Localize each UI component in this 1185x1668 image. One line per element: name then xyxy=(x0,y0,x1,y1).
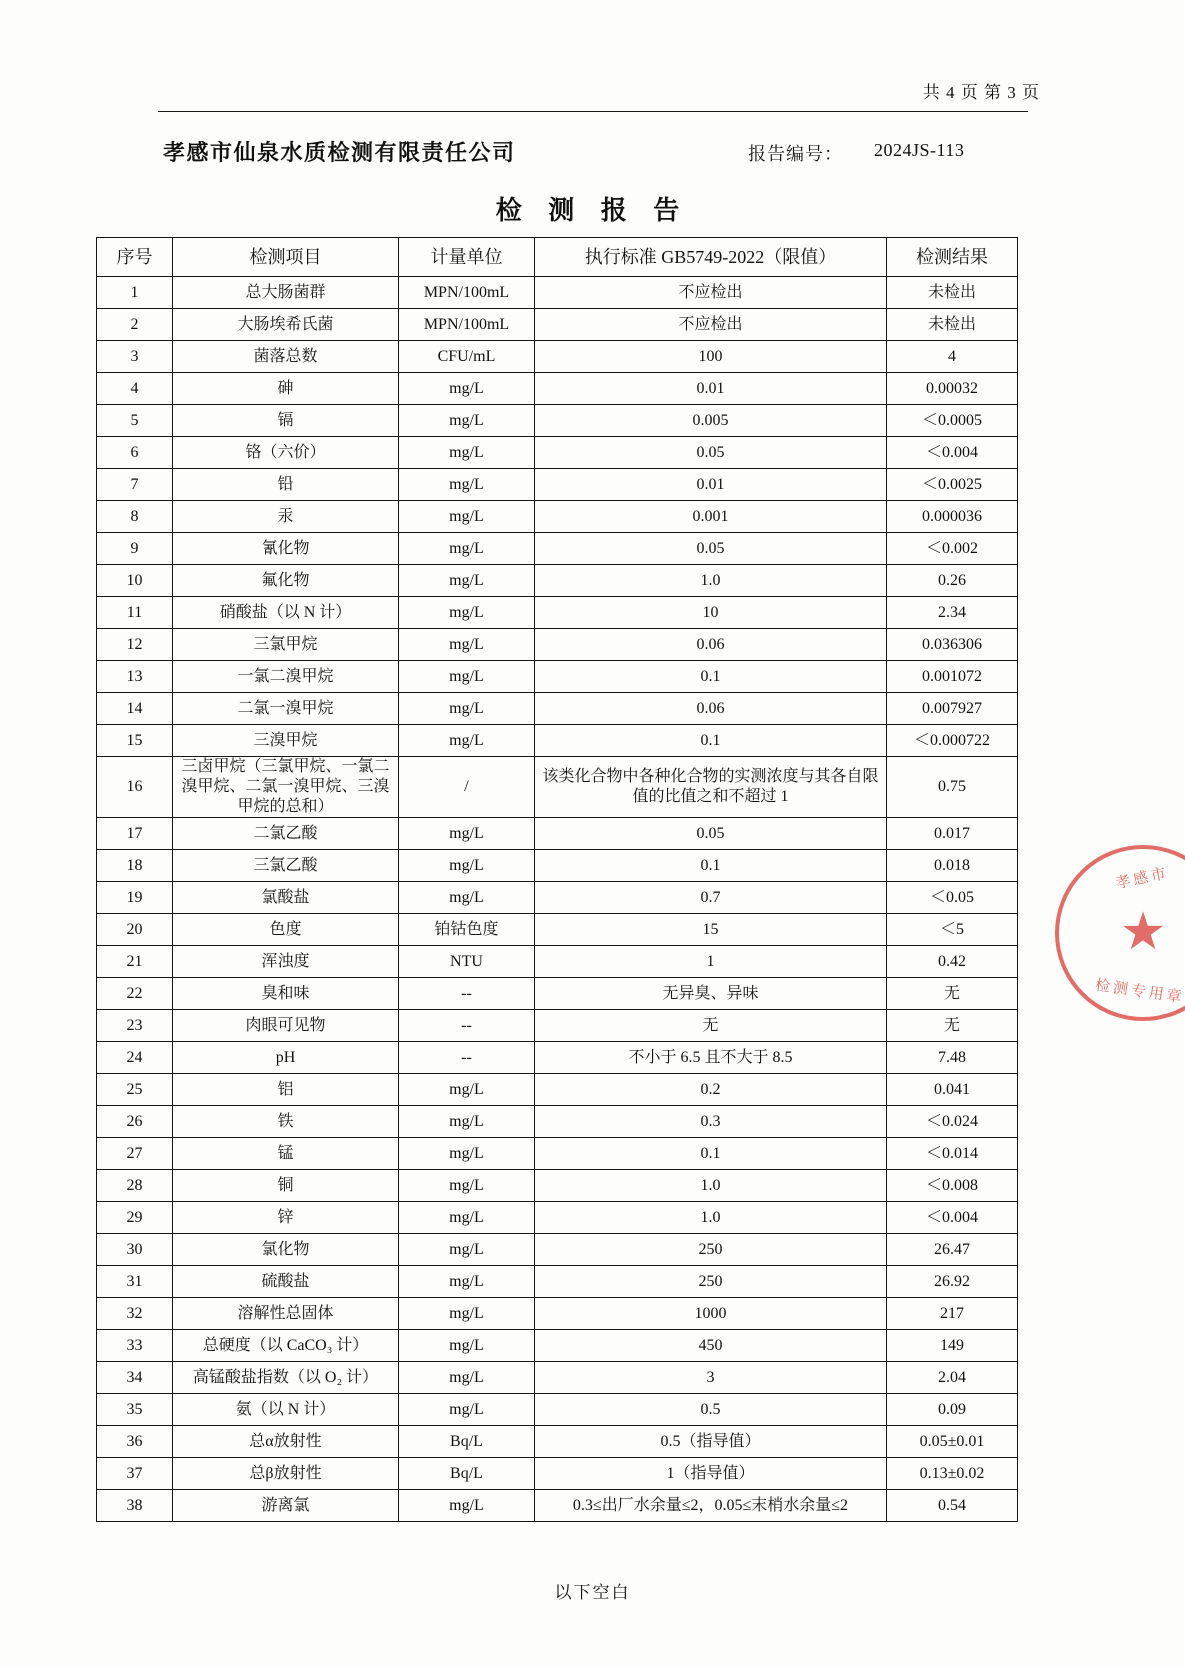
table-row xyxy=(97,1170,1018,1202)
column-header-unit: 计量单位 xyxy=(399,238,535,277)
cell-result: 0.000036 xyxy=(887,501,1018,533)
table-row xyxy=(97,725,1018,757)
cell-no: 4 xyxy=(97,373,173,405)
cell-result: 0.26 xyxy=(887,565,1018,597)
cell-item: 镉 xyxy=(173,405,399,437)
cell-result: 0.017 xyxy=(887,818,1018,850)
cell-unit: mg/L xyxy=(399,597,535,629)
cell-unit: 铂钴色度 xyxy=(399,914,535,946)
table-row xyxy=(97,661,1018,693)
cell-result: ＜0.024 xyxy=(887,1106,1018,1138)
cell-standard: 0.01 xyxy=(535,469,887,501)
cell-item: 大肠埃希氏菌 xyxy=(173,309,399,341)
cell-result: ＜0.05 xyxy=(887,882,1018,914)
table-row xyxy=(97,1234,1018,1266)
cell-unit: mg/L xyxy=(399,1202,535,1234)
cell-unit: mg/L xyxy=(399,1138,535,1170)
cell-unit: mg/L xyxy=(399,1106,535,1138)
cell-no: 32 xyxy=(97,1298,173,1330)
cell-item: 锌 xyxy=(173,1202,399,1234)
cell-item: 氨（以 N 计） xyxy=(173,1394,399,1426)
cell-standard: 10 xyxy=(535,597,887,629)
table-row xyxy=(97,1074,1018,1106)
cell-unit: -- xyxy=(399,978,535,1010)
cell-result: 4 xyxy=(887,341,1018,373)
cell-no: 27 xyxy=(97,1138,173,1170)
cell-no: 10 xyxy=(97,565,173,597)
cell-unit: CFU/mL xyxy=(399,341,535,373)
cell-unit: mg/L xyxy=(399,437,535,469)
cell-no: 36 xyxy=(97,1426,173,1458)
table-row xyxy=(97,309,1018,341)
cell-item: 二氯乙酸 xyxy=(173,818,399,850)
cell-standard: 1.0 xyxy=(535,565,887,597)
cell-unit: mg/L xyxy=(399,629,535,661)
cell-standard: 1（指导值） xyxy=(535,1458,887,1490)
header-divider xyxy=(158,111,1028,112)
table-row xyxy=(97,693,1018,725)
table-row xyxy=(97,437,1018,469)
cell-standard: 该类化合物中各种化合物的实测浓度与其各自限值的比值之和不超过 1 xyxy=(535,757,887,818)
table-row xyxy=(97,1490,1018,1522)
cell-result: 无 xyxy=(887,1010,1018,1042)
cell-standard: 15 xyxy=(535,914,887,946)
cell-no: 16 xyxy=(97,757,173,818)
cell-item: 三氯乙酸 xyxy=(173,850,399,882)
cell-unit: mg/L xyxy=(399,850,535,882)
table-row xyxy=(97,914,1018,946)
table-header-row xyxy=(97,238,1018,277)
cell-no: 25 xyxy=(97,1074,173,1106)
cell-unit: mg/L xyxy=(399,1074,535,1106)
table-row xyxy=(97,341,1018,373)
cell-unit: mg/L xyxy=(399,565,535,597)
cell-item: 色度 xyxy=(173,914,399,946)
cell-result: ＜0.004 xyxy=(887,437,1018,469)
cell-result: 0.00032 xyxy=(887,373,1018,405)
cell-result: 0.42 xyxy=(887,946,1018,978)
cell-standard: 0.05 xyxy=(535,818,887,850)
table-row xyxy=(97,1298,1018,1330)
cell-result: 26.92 xyxy=(887,1266,1018,1298)
cell-unit: mg/L xyxy=(399,1490,535,1522)
cell-standard: 0.5（指导值） xyxy=(535,1426,887,1458)
table-row xyxy=(97,946,1018,978)
cell-standard: 0.1 xyxy=(535,725,887,757)
cell-no: 17 xyxy=(97,818,173,850)
cell-item: 三卤甲烷（三氯甲烷、一氯二溴甲烷、二氯一溴甲烷、三溴甲烷的总和） xyxy=(173,757,399,818)
column-header-standard: 执行标准 GB5749-2022（限值） xyxy=(535,238,887,277)
table-row xyxy=(97,1106,1018,1138)
company-name: 孝感市仙泉水质检测有限责任公司 xyxy=(163,140,516,165)
cell-no: 26 xyxy=(97,1106,173,1138)
table-body xyxy=(97,277,1018,1522)
table-row xyxy=(97,757,1018,818)
cell-unit: mg/L xyxy=(399,693,535,725)
cell-no: 15 xyxy=(97,725,173,757)
report-number-value: 2024JS-113 xyxy=(874,140,965,160)
cell-unit: mg/L xyxy=(399,1330,535,1362)
cell-result: 0.54 xyxy=(887,1490,1018,1522)
cell-standard: 100 xyxy=(535,341,887,373)
cell-result: 7.48 xyxy=(887,1042,1018,1074)
cell-standard: 无异臭、异味 xyxy=(535,978,887,1010)
cell-result: 2.34 xyxy=(887,597,1018,629)
cell-standard: 不应检出 xyxy=(535,309,887,341)
table-row xyxy=(97,1394,1018,1426)
table-row xyxy=(97,850,1018,882)
cell-unit: mg/L xyxy=(399,1266,535,1298)
cell-unit: mg/L xyxy=(399,661,535,693)
cell-no: 3 xyxy=(97,341,173,373)
cell-standard: 0.05 xyxy=(535,437,887,469)
cell-standard: 1.0 xyxy=(535,1202,887,1234)
cell-result: ＜0.004 xyxy=(887,1202,1018,1234)
cell-result: 0.041 xyxy=(887,1074,1018,1106)
cell-unit: mg/L xyxy=(399,1170,535,1202)
cell-item: 氯化物 xyxy=(173,1234,399,1266)
cell-no: 18 xyxy=(97,850,173,882)
cell-result: 2.04 xyxy=(887,1362,1018,1394)
cell-result: 217 xyxy=(887,1298,1018,1330)
cell-standard: 0.2 xyxy=(535,1074,887,1106)
cell-no: 14 xyxy=(97,693,173,725)
cell-result: 0.75 xyxy=(887,757,1018,818)
cell-no: 20 xyxy=(97,914,173,946)
cell-item: 臭和味 xyxy=(173,978,399,1010)
cell-result: 26.47 xyxy=(887,1234,1018,1266)
cell-item: 总β放射性 xyxy=(173,1458,399,1490)
cell-unit: mg/L xyxy=(399,405,535,437)
cell-item: 汞 xyxy=(173,501,399,533)
cell-unit: MPN/100mL xyxy=(399,309,535,341)
seal-top-text: 孝感市 xyxy=(1114,865,1171,893)
cell-unit: mg/L xyxy=(399,1394,535,1426)
cell-standard: 1 xyxy=(535,946,887,978)
cell-item: 铅 xyxy=(173,469,399,501)
cell-standard: 0.5 xyxy=(535,1394,887,1426)
cell-standard: 0.01 xyxy=(535,373,887,405)
cell-item: 菌落总数 xyxy=(173,341,399,373)
seal-bottom-text: 检测专用章 xyxy=(1094,977,1185,1007)
cell-standard: 不小于 6.5 且不大于 8.5 xyxy=(535,1042,887,1074)
cell-result: ＜0.008 xyxy=(887,1170,1018,1202)
cell-no: 31 xyxy=(97,1266,173,1298)
cell-unit: mg/L xyxy=(399,1362,535,1394)
cell-unit: mg/L xyxy=(399,882,535,914)
cell-unit: mg/L xyxy=(399,818,535,850)
cell-no: 30 xyxy=(97,1234,173,1266)
cell-result: 149 xyxy=(887,1330,1018,1362)
cell-no: 5 xyxy=(97,405,173,437)
cell-item: 二氯一溴甲烷 xyxy=(173,693,399,725)
star-icon: ★ xyxy=(1119,904,1167,961)
cell-item: 总α放射性 xyxy=(173,1426,399,1458)
cell-standard: 无 xyxy=(535,1010,887,1042)
table-row xyxy=(97,373,1018,405)
cell-result: 0.018 xyxy=(887,850,1018,882)
cell-result: ＜0.0025 xyxy=(887,469,1018,501)
table-row xyxy=(97,469,1018,501)
cell-item: 铝 xyxy=(173,1074,399,1106)
cell-unit: mg/L xyxy=(399,533,535,565)
cell-item: 三溴甲烷 xyxy=(173,725,399,757)
cell-standard: 0.06 xyxy=(535,693,887,725)
cell-item: 肉眼可见物 xyxy=(173,1010,399,1042)
table-row xyxy=(97,882,1018,914)
cell-standard: 250 xyxy=(535,1234,887,1266)
cell-unit: mg/L xyxy=(399,469,535,501)
table-row xyxy=(97,1138,1018,1170)
cell-no: 23 xyxy=(97,1010,173,1042)
cell-item: 砷 xyxy=(173,373,399,405)
cell-standard: 250 xyxy=(535,1266,887,1298)
cell-standard: 0.05 xyxy=(535,533,887,565)
cell-item: 铬（六价） xyxy=(173,437,399,469)
cell-standard: 不应检出 xyxy=(535,277,887,309)
cell-result: 未检出 xyxy=(887,309,1018,341)
table-row xyxy=(97,501,1018,533)
results-table xyxy=(96,237,1018,1522)
cell-unit: Bq/L xyxy=(399,1426,535,1458)
cell-item: 氰化物 xyxy=(173,533,399,565)
table-row xyxy=(97,565,1018,597)
cell-item: 浑浊度 xyxy=(173,946,399,978)
cell-item: 溶解性总固体 xyxy=(173,1298,399,1330)
cell-item: 高锰酸盐指数（以 O₂ 计） xyxy=(173,1362,399,1394)
table-row xyxy=(97,1330,1018,1362)
cell-unit: Bq/L xyxy=(399,1458,535,1490)
cell-no: 33 xyxy=(97,1330,173,1362)
cell-item: 总硬度（以 CaCO₃ 计） xyxy=(173,1330,399,1362)
cell-result: 0.13±0.02 xyxy=(887,1458,1018,1490)
cell-no: 37 xyxy=(97,1458,173,1490)
table-row xyxy=(97,1010,1018,1042)
cell-item: 总大肠菌群 xyxy=(173,277,399,309)
table-row xyxy=(97,1362,1018,1394)
cell-result: 0.05±0.01 xyxy=(887,1426,1018,1458)
cell-result: 0.001072 xyxy=(887,661,1018,693)
cell-standard: 0.1 xyxy=(535,850,887,882)
cell-unit: -- xyxy=(399,1042,535,1074)
table-row xyxy=(97,1426,1018,1458)
cell-result: 无 xyxy=(887,978,1018,1010)
cell-standard: 1000 xyxy=(535,1298,887,1330)
cell-item: 铜 xyxy=(173,1170,399,1202)
cell-result: 0.007927 xyxy=(887,693,1018,725)
table-row xyxy=(97,1266,1018,1298)
table-row xyxy=(97,1202,1018,1234)
table-row xyxy=(97,405,1018,437)
cell-standard: 0.1 xyxy=(535,1138,887,1170)
cell-result: 0.036306 xyxy=(887,629,1018,661)
table-row xyxy=(97,597,1018,629)
cell-item: 一氯二溴甲烷 xyxy=(173,661,399,693)
official-seal-stamp xyxy=(1055,845,1185,1021)
column-header-result: 检测结果 xyxy=(887,238,1018,277)
cell-unit: / xyxy=(399,757,535,818)
cell-no: 2 xyxy=(97,309,173,341)
table-row xyxy=(97,629,1018,661)
cell-standard: 0.06 xyxy=(535,629,887,661)
cell-standard: 0.1 xyxy=(535,661,887,693)
cell-result: ＜0.014 xyxy=(887,1138,1018,1170)
cell-item: 铁 xyxy=(173,1106,399,1138)
cell-unit: MPN/100mL xyxy=(399,277,535,309)
cell-unit: NTU xyxy=(399,946,535,978)
cell-item: 硫酸盐 xyxy=(173,1266,399,1298)
footer-note: 以下空白 xyxy=(554,1583,631,1602)
page-title: 检 测 报 告 xyxy=(495,196,690,225)
cell-standard: 0.001 xyxy=(535,501,887,533)
table-row xyxy=(97,277,1018,309)
cell-standard: 1.0 xyxy=(535,1170,887,1202)
cell-unit: mg/L xyxy=(399,1234,535,1266)
cell-no: 1 xyxy=(97,277,173,309)
cell-result: ＜0.0005 xyxy=(887,405,1018,437)
cell-result: 未检出 xyxy=(887,277,1018,309)
column-header-no: 序号 xyxy=(97,238,173,277)
cell-no: 28 xyxy=(97,1170,173,1202)
cell-standard: 0.7 xyxy=(535,882,887,914)
cell-no: 9 xyxy=(97,533,173,565)
cell-unit: mg/L xyxy=(399,501,535,533)
cell-no: 7 xyxy=(97,469,173,501)
cell-no: 21 xyxy=(97,946,173,978)
cell-item: 氯酸盐 xyxy=(173,882,399,914)
cell-result: ＜5 xyxy=(887,914,1018,946)
table-row xyxy=(97,978,1018,1010)
cell-result: 0.09 xyxy=(887,1394,1018,1426)
cell-standard: 450 xyxy=(535,1330,887,1362)
cell-item: 三氯甲烷 xyxy=(173,629,399,661)
table-row xyxy=(97,533,1018,565)
cell-item: 游离氯 xyxy=(173,1490,399,1522)
cell-no: 12 xyxy=(97,629,173,661)
cell-no: 19 xyxy=(97,882,173,914)
report-number-label: 报告编号： xyxy=(748,144,843,164)
cell-result: ＜0.000722 xyxy=(887,725,1018,757)
cell-no: 34 xyxy=(97,1362,173,1394)
cell-item: 锰 xyxy=(173,1138,399,1170)
cell-unit: mg/L xyxy=(399,373,535,405)
cell-no: 11 xyxy=(97,597,173,629)
page-counter: 共 4 页 第 3 页 xyxy=(922,83,1040,102)
cell-unit: mg/L xyxy=(399,1298,535,1330)
cell-no: 38 xyxy=(97,1490,173,1522)
cell-unit: mg/L xyxy=(399,725,535,757)
cell-result: ＜0.002 xyxy=(887,533,1018,565)
cell-standard: 0.3 xyxy=(535,1106,887,1138)
column-header-item: 检测项目 xyxy=(173,238,399,277)
cell-unit: -- xyxy=(399,1010,535,1042)
cell-item: 硝酸盐（以 N 计） xyxy=(173,597,399,629)
cell-no: 35 xyxy=(97,1394,173,1426)
table-row xyxy=(97,818,1018,850)
cell-no: 13 xyxy=(97,661,173,693)
cell-no: 8 xyxy=(97,501,173,533)
cell-item: 氟化物 xyxy=(173,565,399,597)
cell-standard: 0.005 xyxy=(535,405,887,437)
cell-standard: 3 xyxy=(535,1362,887,1394)
table-row xyxy=(97,1458,1018,1490)
cell-no: 6 xyxy=(97,437,173,469)
cell-standard: 0.3≤出厂水余量≤2，0.05≤末梢水余量≤2 xyxy=(535,1490,887,1522)
table-row xyxy=(97,1042,1018,1074)
cell-no: 22 xyxy=(97,978,173,1010)
cell-no: 24 xyxy=(97,1042,173,1074)
cell-no: 29 xyxy=(97,1202,173,1234)
cell-item: pH xyxy=(173,1042,399,1074)
